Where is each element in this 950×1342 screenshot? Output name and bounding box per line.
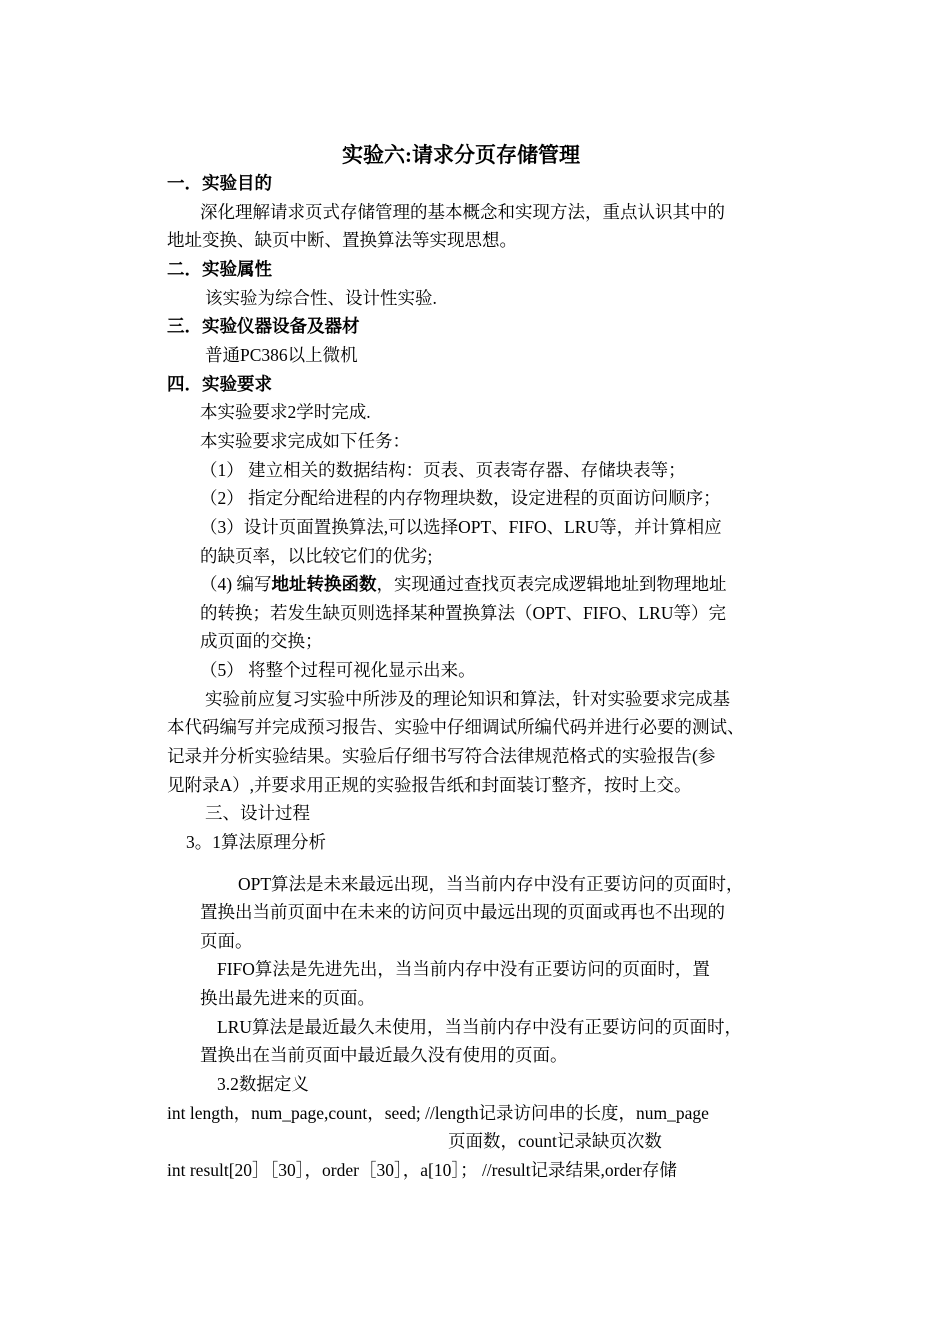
title-bold: 实验六 — [342, 143, 405, 167]
code-line-2: int result[20］［30］，order［30］，a[10］； //result记录结果,order存储 — [167, 1160, 677, 1180]
opt-line-2: 置换出当前页面中在未来的访问页中最远出现的页面或再也不出现的 — [200, 902, 725, 922]
requirements-para-line-3: 记录并分析实验结果。实验后仔细书写符合法律规范格式的实验报告(参 — [167, 746, 716, 766]
section-heading-purpose: 一．实验目的 — [167, 173, 272, 193]
equipment-line-1: 普通PC386以上微机 — [205, 345, 358, 365]
purpose-line-2: 地址变换、缺页中断、置换算法等实现思想。 — [167, 230, 517, 250]
lru-line-1: LRU算法是最近最久未使用，当当前内存中没有正要访问的页面时， — [217, 1017, 742, 1037]
code-line-1: int length，num_page,count，seed; //length记录访问串的长度，num_page — [167, 1103, 709, 1123]
section-heading-equipment: 三．实验仪器设备及器材 — [167, 316, 360, 336]
task-1: （1） 建立相关的数据结构：页表、页表寄存器、存储块表等； — [200, 460, 686, 480]
fifo-line-1: FIFO算法是先进先出，当当前内存中没有正要访问的页面时，置 — [217, 959, 710, 979]
design-subheading-data: 3.2数据定义 — [217, 1074, 309, 1094]
requirements-line-2: 本实验要求完成如下任务： — [200, 431, 410, 451]
design-subheading-algorithms: 3。1算法原理分析 — [186, 832, 326, 852]
task-2: （2） 指定分配给进程的内存物理块数，设定进程的页面访问顺序； — [200, 488, 721, 508]
code-line-1-continued: 页面数，count记录缺页次数 — [448, 1131, 662, 1151]
section-heading-requirements: 四．实验要求 — [167, 374, 272, 394]
requirements-para-line-1: 实验前应复习实验中所涉及的理论知识和算法，针对实验要求完成基 — [205, 689, 730, 709]
task-4-line-3: 成页面的交换； — [200, 631, 323, 651]
task-4-line-1 — [200, 571, 726, 597]
task-5: （5） 将整个过程可视化显示出来。 — [200, 660, 476, 680]
requirements-line-1: 本实验要求2学时完成. — [200, 402, 371, 422]
task-4-line-2: 的转换；若发生缺页则选择某种置换算法（OPT、FIFO、LRU等）完 — [200, 603, 726, 623]
title-rest: :请求分页存储管理 — [405, 143, 580, 167]
requirements-para-line-4: 见附录A）,并要求用正规的实验报告纸和封面装订整齐，按时上交。 — [167, 775, 692, 795]
task-4-bold-term: 地址转换函数 — [271, 574, 377, 594]
purpose-line-1: 深化理解请求页式存储管理的基本概念和实现方法，重点认识其中的 — [200, 202, 725, 222]
design-heading: 三、设计过程 — [205, 803, 310, 823]
task-3-line-2: 的缺页率，以比较它们的优劣; — [200, 546, 433, 566]
task-4-suffix: ，实现通过查找页表完成逻辑地址到物理地址 — [376, 574, 727, 594]
task-3-line-1: （3）设计页面置换算法,可以选择OPT、FIFO、LRU等，并计算相应 — [200, 517, 722, 537]
opt-line-1: OPT算法是未来最远出现，当当前内存中没有正要访问的页面时， — [238, 874, 744, 894]
lru-line-2: 置换出在当前页面中最近最久没有使用的页面。 — [200, 1045, 568, 1065]
attributes-line-1: 该实验为综合性、设计性实验. — [205, 288, 437, 308]
page-title — [342, 140, 580, 170]
opt-line-3: 页面。 — [200, 931, 253, 951]
section-heading-attributes: 二．实验属性 — [167, 259, 272, 279]
task-4-prefix: （4) 编写 — [200, 574, 272, 594]
fifo-line-2: 换出最先进来的页面。 — [200, 988, 375, 1008]
requirements-para-line-2: 本代码编写并完成预习报告、实验中仔细调试所编代码并进行必要的测试、 — [167, 717, 745, 737]
